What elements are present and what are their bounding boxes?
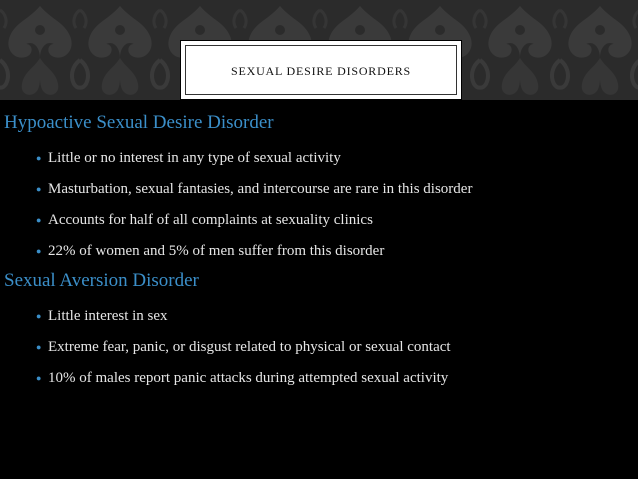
slide-content [0,109,638,394]
bullet-text: Extreme fear, panic, or disgust related to physical or sexual contact [48,339,451,355]
bullet-text: Little or no interest in any type of sexual activity [48,150,341,166]
bullet-dot-icon: ● [36,184,42,194]
slide-title: SEXUAL DESIRE DISORDERS [231,63,411,78]
bullet-item [36,174,638,205]
title-box [180,40,462,100]
bullet-item [36,332,638,363]
section-heading-hypoactive: Hypoactive Sexual Desire Disorder [4,112,274,133]
bullet-text: Masturbation, sexual fantasies, and intercourse are rare in this disorder [48,181,473,197]
bullet-dot-icon: ● [36,311,42,321]
bullet-text: Little interest in sex [48,308,168,324]
bullet-item [36,205,638,236]
bullet-item [36,236,638,267]
bullet-dot-icon: ● [36,373,42,383]
bullet-text: Accounts for half of all complaints at sexuality clinics [48,212,373,228]
bullet-item [36,301,638,332]
bullet-item [36,143,638,174]
section-heading-aversion: Sexual Aversion Disorder [4,270,199,291]
bullet-dot-icon: ● [36,215,42,225]
bullet-dot-icon: ● [36,153,42,163]
bullet-item [36,363,638,394]
bullet-text: 10% of males report panic attacks during attempted sexual activity [48,370,449,386]
bullet-dot-icon: ● [36,342,42,352]
bullet-dot-icon: ● [36,246,42,256]
bullet-text: 22% of women and 5% of men suffer from this disorder [48,243,385,259]
